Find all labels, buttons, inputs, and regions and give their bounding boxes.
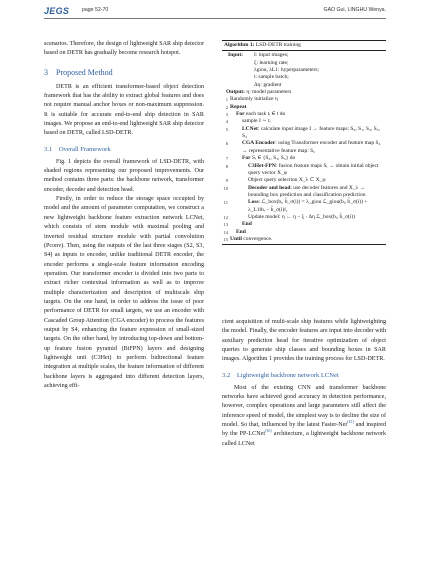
- paragraph-detr: DETR is an efficient transformer-based object detection framework that has the ability to extract global features and does not require manual anchor boxes or non-maximum suppression. It is suitable for accurate end-to-end ship detection in SAR images. We propose an end-to-end lightweight SAR ship detector based on DETR, called LSD-DETR.: [44, 83, 204, 137]
- algorithm-input-item: Δη: gradient: [254, 81, 282, 88]
- algorithm-title: Algorithm 1: LSD-DETR training: [222, 41, 386, 51]
- header-authors: GAO Gui, LINGHU Wenya.: [323, 7, 386, 13]
- paragraph-details: Firstly, in order to reduce the storage space occupied by model and the amount of parameter computation, we construct a new lightweight backbone feature extraction network LCNet, which consists of stem module with maximal pooling and inverted residual structure module with partial convolution (Pconv). Then, using the outputs of the last three stages (S2, S3, S4) as inputs to encoder, unlike traditional DETR encoder, the encoder performs a single-scale feature information encoding operation. Our transformer encoder is divided into two parts to extract richer contextual information as well as to improve multiple characterization and description of multiscale ship targets. On the one hand, in order to address the issue of poor performance of DETR for small targets, we use an encoder with Cascaded Group Attention (CGA encoder) to process the features output by S4, enhancing the feature expression of small-sized targets. On the other hand, by introducing top-down and bottom-up feature fusion pyramid (BiFPN) layers and designing lightweight unit (C3Het) to perform bidirectional feature integration at multiple scales, the feature information of different backbone layers is aggregated into different detection layers, achieving effi-: [44, 196, 204, 389]
- left-column: [44, 40, 204, 391]
- algorithm-steps: [222, 96, 386, 243]
- algorithm-bottom-rule: [222, 244, 386, 245]
- citation-link[interactable]: [36]: [265, 428, 272, 434]
- algorithm-line: 4 sample I ∼ tᵢ: [225, 118, 271, 125]
- algorithm-inputs: Input: I: input images; ξ: learning rate; λgiou, λL1: hyperparameters; t: sample batch; Δη: gradient: [222, 51, 386, 89]
- paragraph-continued: cient acquisition of multi-scale ship features while lightweighting the model. Finally, the encoder features are input into decoder with auxiliary prediction head for iterative optimization of object queries to generate ship classes and bounding boxes in SAR images. Algorithm 1 provides the training process for LSD-DETR.: [222, 319, 386, 363]
- algorithm-input-item: t: sample batch;: [254, 74, 289, 81]
- header-rule: [44, 18, 386, 19]
- algorithm-input-item: I: input images;: [254, 52, 289, 59]
- algorithm-line: 10 Decoder and head: use decoder features and X_λ → bounding box prediction and classification prediction: [223, 184, 366, 198]
- algorithm-line: 7 For Sᵢ ∈ {S₂, S₃, S₅} do: [225, 155, 296, 162]
- algorithm-input-item: ξ: learning rate;: [254, 59, 289, 66]
- algorithm-line: 8 C3Het-FPN: fusion feature maps Sᵢ → obtain initial object query vector X_φ: [225, 162, 379, 176]
- paragraph-framework: Fig. 1 depicts the overall framework of LSD-DETR, with shaded regions representing our proposed improvements. Our method contains three parts: the backbone network, transformer encoder, decoder and detection head.: [44, 158, 204, 193]
- algorithm-line: 15 Until convergence.: [223, 235, 273, 242]
- paragraph-lcnet: Most of the existing CNN and transformer backbone networks have achieved good accuracy in detection performance, however, complex operations and large parameters still affect the inference speed of model, the simplest way is to decline the size of model. So that, influenced by the latest Faster-Net[45] and inspired by the PP-LCNet[36] architecture, a lightweight backbone network called LCNet: [222, 384, 386, 447]
- section-title: 3 Proposed Method: [44, 67, 113, 77]
- algorithm-output: Output: η: model parameters: [226, 89, 292, 96]
- algorithm-line: 9 Object query selection X_λ ⊂ X_φ: [225, 177, 326, 184]
- journal-logo: JEGS: [44, 6, 70, 16]
- algorithm-line: 1 Randomly initialize η: [225, 96, 278, 103]
- intro-paragraph: scenarios. Therefore, the design of lightweight SAR ship detector based on DETR has gradually become research hotspot.: [44, 41, 204, 57]
- page-reference: page 52-70: [82, 7, 109, 13]
- algorithm-line: 2 Repeat: [225, 103, 247, 110]
- algorithm-line: 12 Update model: η ← η − ξ · Δη ℒ_box(bᵢ, b̂_σ(i)): [223, 213, 355, 220]
- algorithm-line: 5 LCNet: calculate input image I → feature maps: S₀, S₁, S₂, S₃, S₄: [225, 125, 380, 140]
- right-column: [222, 318, 386, 449]
- algorithm-line: 6 CGA Encoder: using Transformer encoder and feature map S₄ → representative feature map: S₅: [225, 140, 381, 154]
- algorithm-line: 3 For each task tᵢ ∈ t do: [225, 111, 286, 118]
- algorithm-box: [222, 40, 386, 245]
- algorithm-input-item: λgiou, λL1: hyperparameters;: [254, 67, 320, 74]
- subsection-3-2-title: 3.2 Lightweight backbone network LCNet: [222, 371, 339, 379]
- algorithm-line: 11 Loss: ℒ_box(bᵢ, b̂_σ(i)) = λ_giou ℒ_giou(bᵢ, b̂_σ(i)) + λ_L1‖bᵢ − b̂_σ(i)‖₁: [223, 199, 368, 213]
- algorithm-line: 14 End: [223, 228, 246, 235]
- citation-link[interactable]: [45]: [347, 419, 354, 425]
- algorithm-line: 13 End: [223, 221, 252, 228]
- subsection-3-1-title: 3.1 Overall Framework: [44, 145, 111, 153]
